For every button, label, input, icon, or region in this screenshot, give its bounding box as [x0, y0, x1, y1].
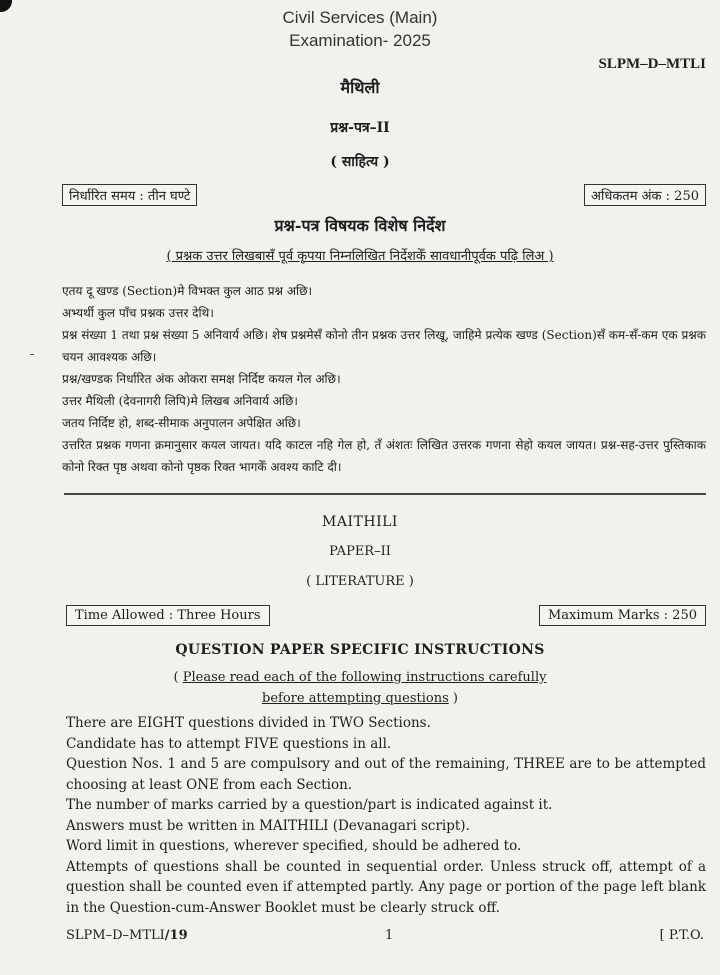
- hindi-instruction-item: एतय दू खण्ड (Section)मे विभक्त कुल आठ प्रश्न अछि।: [62, 284, 313, 298]
- english-instruction-item: There are EIGHT questions divided in TWO Sections.: [66, 715, 431, 731]
- hindi-instructions-note: [0, 246, 720, 264]
- hindi-instructions-title: प्रश्न-पत्र विषयक विशेष निर्देश: [274, 216, 446, 235]
- hindi-max-marks-box: अधिकतम अंक : 250: [584, 184, 706, 206]
- english-instruction-item: Attempts of questions shall be counted in sequential order. Unless struck off, attempt of a question shall be counted even if attempted partly. Any page or portion of the page left blank in the Question-cum-Answer Booklet must be clearly struck off.: [66, 858, 706, 916]
- section-divider: [64, 493, 706, 495]
- hindi-instruction-item: अभ्यर्थी कुल पाँच प्रश्नक उत्तर देथि।: [62, 306, 214, 320]
- margin-dash-mark: -: [30, 347, 35, 361]
- hindi-instruction-item: जतय निर्दिष्ट हो, शब्द-सीमाक अनुपालन अपेक्षित अछि।: [62, 416, 301, 430]
- hindi-note-text: ( प्रश्नक उत्तर लिखबासँ पूर्व कृपया निम्नलिखित निर्देशकेँ सावधानीपूर्वक पढ़ि लिअ ): [166, 249, 554, 264]
- english-instructions-note: ( Please read each of the following instructions carefully before attempting questions ): [173, 670, 547, 706]
- pto-label: [ P.T.O.: [659, 928, 704, 943]
- footer-paper-code: [66, 928, 188, 943]
- english-time-allowed-box: Time Allowed : Three Hours: [66, 605, 270, 626]
- footer-code-prefix: SLPM–D–MTLI: [66, 928, 165, 943]
- english-instruction-item: Answers must be written in MAITHILI (Devanagari script).: [66, 817, 470, 834]
- english-max-marks-box: Maximum Marks : 250: [539, 605, 706, 626]
- english-instruction-item: The number of marks carried by a question/part is indicated against it.: [66, 797, 553, 813]
- paper-code: SLPM–D–MTLI: [598, 56, 706, 72]
- english-subject: MAITHILI: [322, 514, 398, 530]
- hindi-instruction-item: प्रश्न संख्या 1 तथा प्रश्न संख्या 5 अनिवार्य अछि। शेष प्रश्नमेसँ कोनो तीन प्रश्नक उत्तर लिखू, जाहिमे प्रत्येक खण्ड (Section)सँ कम-सँ-कम एक प्रश्नक चयन आवश्यक अछि।: [62, 328, 706, 364]
- hindi-instruction-item: प्रश्न/खण्डक निर्धारित अंक ओकरा समक्ष निर्दिष्ट कयल गेल अछि।: [62, 372, 341, 386]
- footer-code-suffix: /19: [164, 928, 188, 943]
- exam-title-line2: Examination- 2025: [289, 31, 431, 50]
- exam-header: [0, 6, 720, 52]
- english-instruction-item: Candidate has to attempt FIVE questions in all.: [66, 735, 392, 752]
- exam-title-line1: Civil Services (Main): [282, 8, 438, 27]
- page-number: 1: [385, 928, 394, 943]
- hindi-paper: प्रश्न-पत्र–II: [330, 120, 390, 136]
- english-paper: PAPER–II: [329, 544, 391, 559]
- english-instructions-list: [66, 713, 706, 918]
- english-note-line2: before attempting questions: [262, 691, 449, 706]
- english-literature: ( LITERATURE ): [306, 574, 414, 589]
- hindi-literature: ( साहित्य ): [330, 154, 390, 170]
- english-instruction-item: Word limit in questions, wherever specified, should be adhered to.: [66, 838, 522, 854]
- hindi-instructions-list: [62, 280, 706, 478]
- hindi-instruction-item: उत्तरित प्रश्नक गणना क्रमानुसार कयल जायत। यदि काटल नहि गेल हो, तँ अंशतः लिखित उत्तरक गणना सेहो कयल जायत। प्रश्न-सह-उत्तर पुस्तिकाक कोनो रिक्त पृष्ठ अथवा कोनो पृष्ठक रिक्त भागकेँ अवश्य काटि दी।: [62, 438, 706, 474]
- hindi-instruction-item: उत्तर मैथिली (देवनागरी लिपि)मे लिखब अनिवार्य अछि।: [62, 394, 298, 408]
- hindi-time-allowed-box: निर्धारित समय : तीन घण्टे: [62, 184, 197, 206]
- hindi-subject: मैथिली: [340, 78, 380, 97]
- english-instruction-item: Question Nos. 1 and 5 are compulsory and out of the remaining, THREE are to be attempted choosing at least ONE from each Section.: [66, 756, 706, 793]
- english-note-line1: Please read each of the following instructions carefully: [182, 670, 547, 685]
- english-instructions-title: QUESTION PAPER SPECIFIC INSTRUCTIONS: [175, 642, 545, 658]
